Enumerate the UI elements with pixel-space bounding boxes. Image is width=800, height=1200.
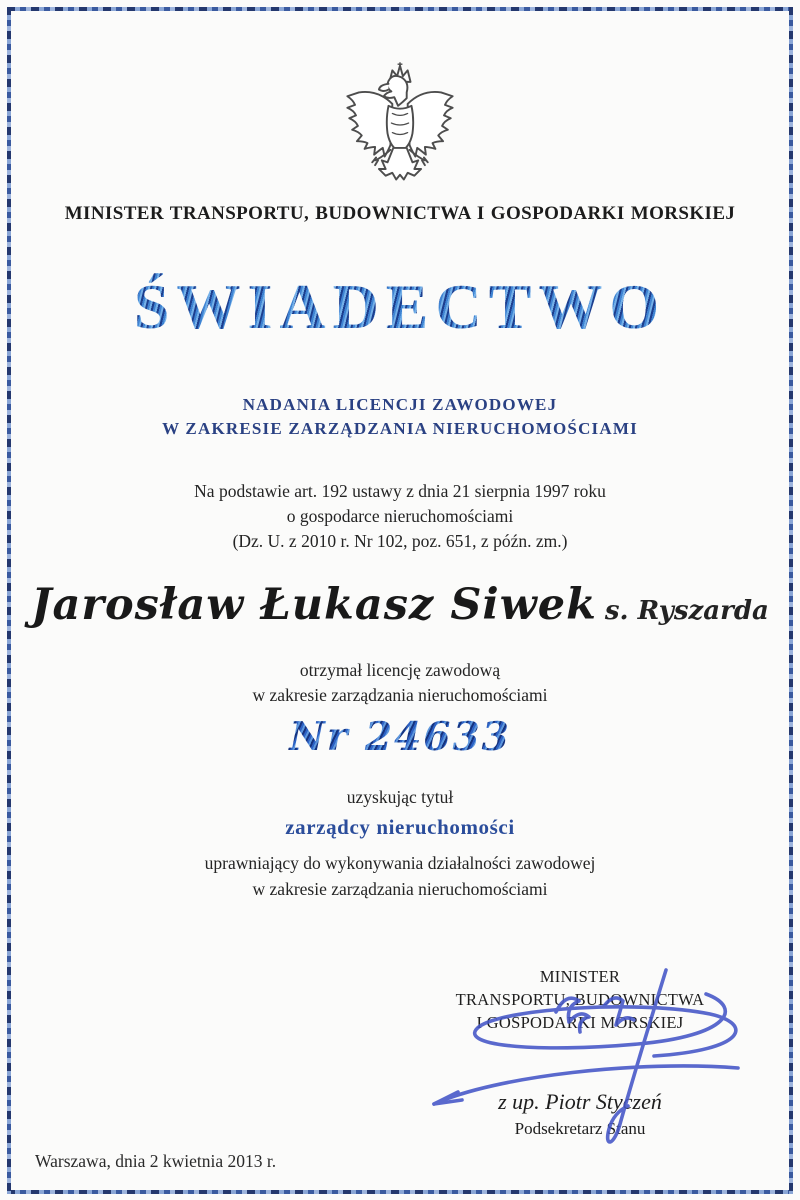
minister-line-3: I GOSPODARKI MORSKIEJ	[476, 1013, 684, 1032]
legal-basis	[0, 479, 800, 554]
recipient-patronymic: s. Ryszarda	[604, 596, 769, 626]
border-top	[7, 7, 793, 11]
subtitle-line-1: NADANIA LICENCJI ZAWODOWEJ	[242, 395, 558, 414]
grant-line-1: otrzymał licencję zawodową	[299, 660, 501, 680]
border-right	[789, 7, 793, 1194]
legal-basis-line-1: Na podstawie art. 192 ustawy z dnia 21 sierpnia 1997 roku	[194, 481, 606, 501]
certificate-subtitle	[0, 393, 800, 441]
subtitle-line-2: W ZAKRESIE ZARZĄDZANIA NIERUCHOMOŚCIAMI	[162, 419, 638, 438]
minister-line-2: TRANSPORTU, BUDOWNICTWA	[455, 990, 705, 1009]
handwritten-signature-icon	[408, 952, 780, 1167]
recipient-name: Jarosław Łukasz Siwek	[31, 580, 597, 630]
polish-eagle-icon	[333, 60, 467, 188]
minister-line-1: MINISTER	[539, 967, 621, 986]
place-date: Warszawa, dnia 2 kwietnia 2013 r.	[35, 1151, 277, 1171]
granted-title: zarządcy nieruchomości	[285, 815, 515, 839]
border-bottom	[7, 1190, 793, 1194]
title-desc-line-1: uprawniający do wykonywania działalności zawodowej	[204, 853, 596, 873]
legal-basis-line-2: o gospodarce nieruchomościami	[286, 506, 514, 526]
recipient-line	[0, 580, 800, 630]
license-number: Nr 24633	[0, 714, 800, 760]
signed-title: Podsekretarz Stanu	[514, 1119, 646, 1138]
border-left	[7, 7, 11, 1194]
legal-basis-line-3: (Dz. U. z 2010 r. Nr 102, poz. 651, z późn. zm.)	[232, 531, 568, 551]
grant-statement	[0, 658, 800, 708]
title-desc-line-2: w zakresie zarządzania nieruchomościami	[252, 879, 548, 899]
title-description	[0, 850, 800, 902]
ministry-header: MINISTER TRANSPORTU, BUDOWNICTWA I GOSPODARKI MORSKIEJ	[64, 203, 736, 224]
title-intro: uzyskując tytuł	[346, 787, 454, 807]
signed-by: z up. Piotr Styczeń	[498, 1089, 662, 1114]
certificate-title: ŚWIADECTWO	[0, 270, 800, 344]
grant-line-2: w zakresie zarządzania nieruchomościami	[252, 685, 548, 705]
